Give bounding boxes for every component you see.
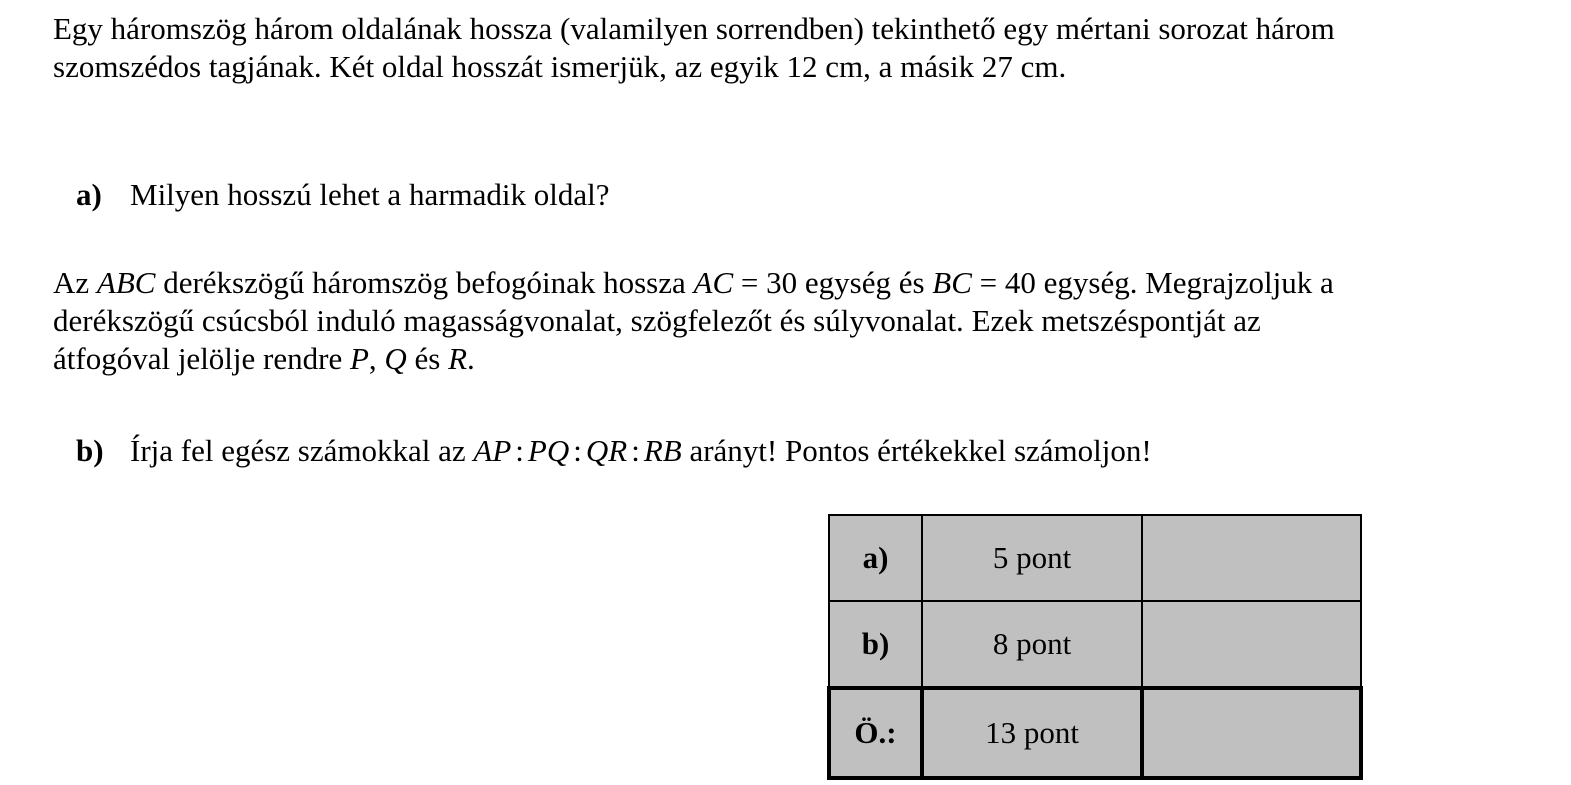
point-p: P [349,341,369,376]
ratio-colon: : [631,433,640,468]
segment-pq: PQ [527,433,570,468]
text-fragment: , [368,341,385,376]
point-r: R [448,341,468,376]
question-b-post: arányt! Pontos értékekkel számoljon! [681,433,1152,468]
question-b-pre: Írja fel egész számokkal az [130,433,474,468]
score-earned-cell [1142,515,1361,601]
question-a [76,176,610,214]
score-row-total [829,688,1361,778]
score-part-label: b) [829,601,922,688]
score-total-label: Ö.: [829,688,922,778]
score-row-b [829,601,1361,688]
segment-ap: AP [473,433,512,468]
text-fragment: Ezek metszéspontját az átfogóval jelölje rendre [53,303,1261,376]
text-fragment: Az [53,265,97,300]
question-a-label: a) [76,177,102,212]
score-table [827,514,1363,780]
question-b-label: b) [76,433,104,468]
score-max-points: 8 pont [922,601,1142,688]
score-total-earned [1142,688,1361,778]
score-total-points: 13 pont [922,688,1142,778]
ratio-colon: : [515,433,524,468]
score-earned-cell [1142,601,1361,688]
text-fragment: derékszögű háromszög befogóinak hossza [155,265,694,300]
score-row-a [829,515,1361,601]
text-fragment: = 40 egység. [971,265,1138,300]
question-a-text: Milyen hosszú lehet a harmadik oldal? [130,177,610,212]
segment-qr: QR [585,433,628,468]
ratio-colon: : [573,433,582,468]
score-max-points: 5 pont [922,515,1142,601]
segment-rb: RB [643,433,682,468]
text-fragment: és [406,341,449,376]
point-q: Q [384,341,407,376]
score-part-label: a) [829,515,922,601]
side-bc: BC [932,265,972,300]
text-fragment: Megrajzoljuk a derékszögű csúcsból induló magasságvonalat, szögfelezőt és súlyvonalat. [53,265,1334,338]
intro-paragraph: Egy háromszög három oldalának hossza (valamilyen sorrendben) tekinthető egy mértani sorozat három szomszédos tagjának. Két oldal hosszát ismerjük, az egyik 12 cm, a másik 27 cm. [53,11,1335,84]
side-ac: AC [693,265,734,300]
triangle-name: ABC [96,265,156,300]
text-fragment: . [467,341,475,376]
second-paragraph [53,264,1383,378]
question-b [76,432,1152,470]
text-fragment: = 30 egység és [733,265,933,300]
